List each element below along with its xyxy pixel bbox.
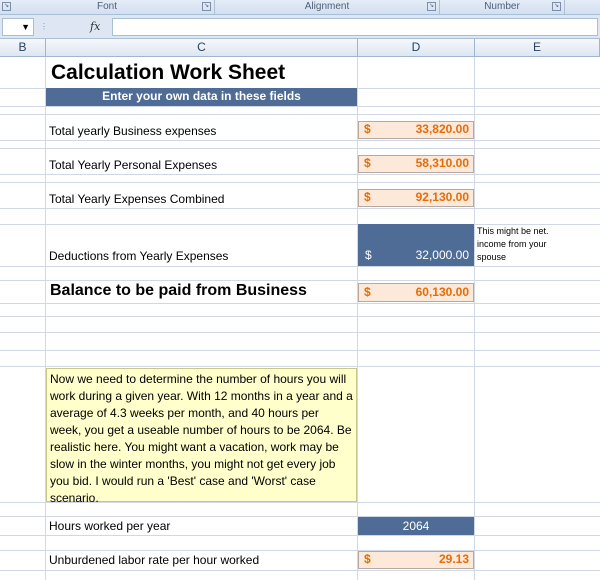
currency-symbol: $ (364, 552, 371, 566)
gridline (0, 140, 600, 141)
deductions-cell[interactable] (358, 224, 474, 266)
name-box[interactable] (2, 18, 34, 36)
currency-symbol: $ (364, 285, 371, 299)
row-label-balance: Balance to be paid from Business (50, 282, 307, 299)
deductions-note: This might be net. income from your spouse (477, 226, 549, 262)
ribbon-group-labels (0, 0, 600, 15)
gridline (0, 280, 600, 281)
personal-expenses-value: 58,310.00 (415, 156, 469, 170)
worksheet-grid[interactable] (0, 57, 600, 580)
ribbon-group-number (440, 0, 565, 15)
hours-cell[interactable]: 2064 (358, 517, 474, 535)
gridline (0, 208, 600, 209)
row-label-labor-rate: Unburdened labor rate per hour worked (49, 553, 260, 567)
gridline (0, 114, 600, 115)
labor-rate-value: 29.13 (438, 552, 469, 566)
ribbon-group-font (0, 0, 215, 15)
gridline (0, 550, 600, 551)
gridline (0, 106, 600, 107)
row-label-business-expenses: Total yearly Business expenses (49, 124, 217, 138)
balance-value: 60,130.00 (415, 285, 469, 299)
currency-symbol: $ (364, 190, 371, 204)
deductions-value: 32,000.00 (415, 248, 469, 262)
page-title: Calculation Work Sheet (51, 61, 286, 84)
formula-bar (0, 15, 600, 39)
labor-rate-cell[interactable] (358, 551, 474, 569)
explanation-note: Now we need to determine the number of hours you will work during a given year. With 12 months in a year and a average of 4.3 weeks per month, and 40 hours per week, you get a useable number of hours to be 2064. Be realistic here. You might want a vacation, work may be slow in the winter months, you might not get every job you bid. I would run a 'Best' case and 'Worst' case scenario. (46, 368, 357, 502)
row-label-hours: Hours worked per year (49, 519, 171, 533)
personal-expenses-cell[interactable] (358, 155, 474, 173)
ribbon-group-font-label: Font (96, 1, 117, 12)
gridline (0, 148, 600, 149)
ribbon-group-number-label: Number (484, 1, 520, 12)
gridline (0, 316, 600, 317)
gridline (0, 174, 600, 175)
balance-cell[interactable] (358, 283, 474, 302)
insert-function-icon[interactable]: fx (90, 20, 101, 33)
row-label-deductions: Deductions from Yearly Expenses (49, 249, 229, 263)
row-label-combined-expenses: Total Yearly Expenses Combined (49, 192, 225, 206)
currency-symbol: $ (364, 156, 371, 170)
combined-expenses-value: 92,130.00 (415, 190, 469, 204)
gridline (0, 570, 600, 571)
combined-expenses-cell[interactable] (358, 189, 474, 207)
gridline (0, 182, 600, 183)
number-launcher-icon[interactable]: ↘ (553, 3, 560, 9)
ribbon-group-alignment-label: Alignment (304, 1, 350, 12)
font-launcher-icon[interactable]: ↘ (203, 3, 210, 9)
gridline (0, 303, 600, 304)
column-header-b[interactable]: B (0, 39, 46, 57)
clipboard-launcher-icon[interactable]: ↘ (3, 3, 10, 9)
business-expenses-value: 33,820.00 (415, 122, 469, 136)
gridline (0, 332, 600, 333)
column-header-d[interactable]: D (358, 39, 475, 57)
column-header-c[interactable]: C (46, 39, 358, 57)
row-label-personal-expenses: Total Yearly Personal Expenses (49, 158, 218, 172)
alignment-launcher-icon[interactable]: ↘ (428, 3, 435, 9)
gridline (0, 366, 600, 367)
ribbon-group-alignment (215, 0, 440, 15)
business-expenses-cell[interactable] (358, 121, 474, 139)
resize-grip-icon[interactable]: ⋮ (40, 22, 48, 31)
input-banner: Enter your own data in these fields (46, 88, 357, 106)
chevron-down-icon[interactable]: ▼ (21, 22, 30, 32)
column-header-e[interactable]: E (475, 39, 600, 57)
gridline (0, 350, 600, 351)
gridline (0, 266, 600, 267)
currency-symbol: $ (365, 248, 372, 262)
gridline (0, 535, 600, 536)
currency-symbol: $ (364, 122, 371, 136)
gridline (0, 516, 600, 517)
formula-input[interactable] (112, 18, 598, 36)
